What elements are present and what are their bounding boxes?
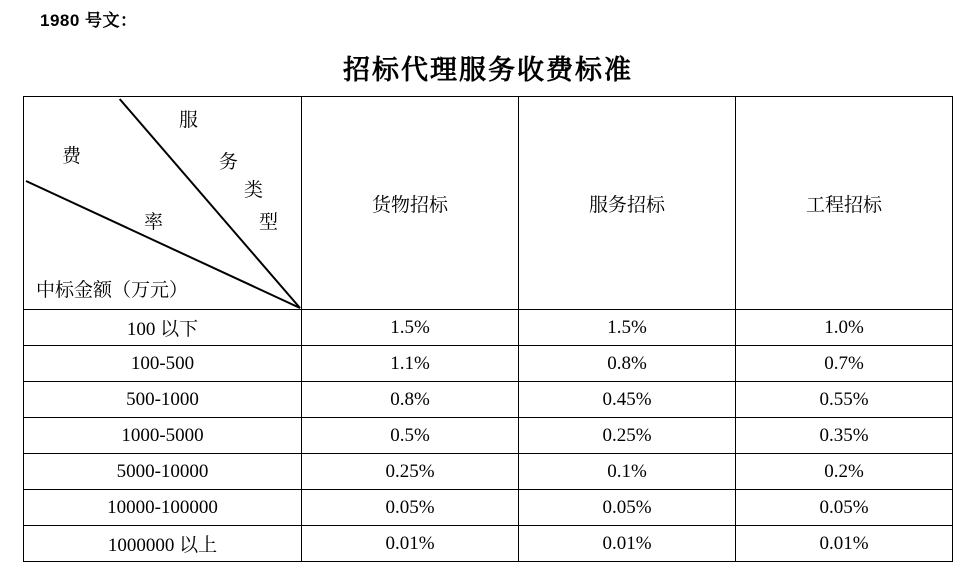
- row-label: 5000-10000: [24, 454, 302, 490]
- table-header-row: [24, 97, 953, 310]
- corner-label-amount: 中标金额（万元）: [36, 280, 189, 301]
- row-value-project: 0.2%: [736, 454, 953, 490]
- row-value-goods: 0.25%: [302, 454, 519, 490]
- row-label: 100-500: [24, 346, 302, 382]
- column-header-goods: 货物招标: [302, 97, 519, 310]
- row-value-goods: 0.5%: [302, 418, 519, 454]
- row-value-service: 0.45%: [519, 382, 736, 418]
- row-value-project: 0.05%: [736, 490, 953, 526]
- row-value-project: 0.7%: [736, 346, 953, 382]
- row-label: 1000000 以上: [24, 526, 302, 562]
- table-row: [24, 490, 953, 526]
- document-note: 1980 号文：: [40, 11, 138, 30]
- table-row: [24, 454, 953, 490]
- row-value-project: 0.35%: [736, 418, 953, 454]
- table-row: [24, 310, 953, 346]
- row-label: 500-1000: [24, 382, 302, 418]
- row-value-project: 0.55%: [736, 382, 953, 418]
- row-value-goods: 1.5%: [302, 310, 519, 346]
- row-value-service: 1.5%: [519, 310, 736, 346]
- row-value-goods: 0.8%: [302, 382, 519, 418]
- row-value-service: 0.8%: [519, 346, 736, 382]
- corner-label-type-3: 型: [259, 212, 279, 233]
- row-value-service: 0.01%: [519, 526, 736, 562]
- row-value-goods: 0.05%: [302, 490, 519, 526]
- row-label: 100 以下: [24, 310, 302, 346]
- row-label: 1000-5000: [24, 418, 302, 454]
- row-label: 10000-100000: [24, 490, 302, 526]
- header-corner-cell: [24, 97, 302, 310]
- column-header-service: 服务招标: [519, 97, 736, 310]
- row-value-service: 0.05%: [519, 490, 736, 526]
- corner-label-type-1: 务: [219, 152, 239, 173]
- page-title: 招标代理服务收费标准: [343, 55, 633, 85]
- fee-standard-table: [23, 96, 953, 562]
- corner-label-service: 服: [179, 110, 199, 131]
- table-row: [24, 418, 953, 454]
- corner-label-rate: 率: [144, 212, 164, 233]
- row-value-project: 0.01%: [736, 526, 953, 562]
- table-row: [24, 382, 953, 418]
- column-header-project: 工程招标: [736, 97, 953, 310]
- row-value-goods: 0.01%: [302, 526, 519, 562]
- table-row: [24, 346, 953, 382]
- row-value-service: 0.1%: [519, 454, 736, 490]
- table-row: [24, 526, 953, 562]
- row-value-service: 0.25%: [519, 418, 736, 454]
- corner-label-type-2: 类: [244, 180, 264, 201]
- row-value-project: 1.0%: [736, 310, 953, 346]
- corner-label-fee: 费: [62, 146, 82, 167]
- row-value-goods: 1.1%: [302, 346, 519, 382]
